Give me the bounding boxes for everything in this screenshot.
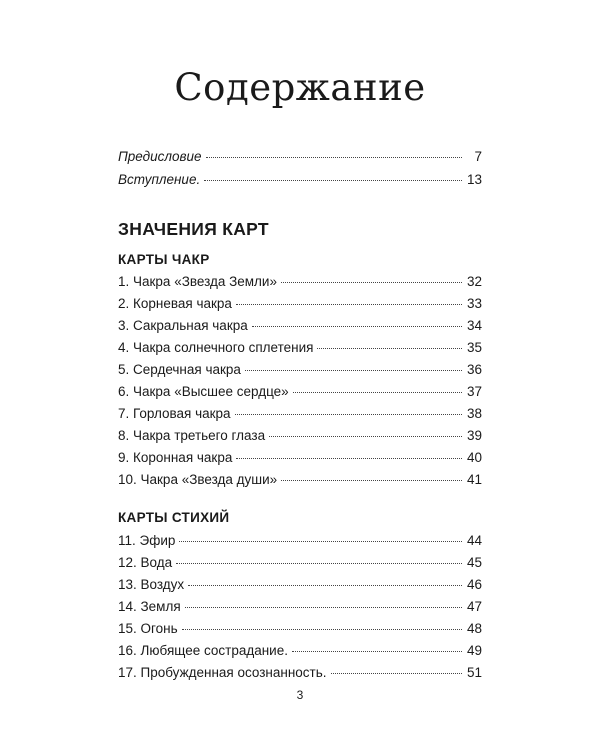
dot-leader <box>331 673 462 674</box>
dot-leader <box>206 157 462 158</box>
dot-leader <box>281 480 462 481</box>
toc-entry[interactable] <box>118 384 482 404</box>
dot-leader <box>281 282 462 283</box>
toc-entry-page: 44 <box>466 533 482 548</box>
dot-leader <box>235 414 462 415</box>
toc-entry-page: 41 <box>466 472 482 487</box>
toc-entry-label: 5. Сердечная чакра <box>118 362 241 377</box>
toc-entry-page: 47 <box>466 599 482 614</box>
toc-entry[interactable] <box>118 643 482 663</box>
toc-entry-label: 4. Чакра солнечного сплетения <box>118 340 314 355</box>
dot-leader <box>269 436 462 437</box>
toc-entry[interactable] <box>118 450 482 470</box>
toc-entry-page: 51 <box>466 665 482 680</box>
toc-entry-label: 11. Эфир <box>118 533 176 548</box>
toc-entry-label: 12. Вода <box>118 555 173 570</box>
toc-entry-label: 10. Чакра «Звезда души» <box>118 472 278 487</box>
toc-entry-page: 36 <box>466 362 482 377</box>
toc-entry-page: 13 <box>466 172 482 187</box>
toc-entry-page: 38 <box>466 406 482 421</box>
toc-entry-label: 13. Воздух <box>118 577 185 592</box>
toc-entry[interactable] <box>118 428 482 448</box>
toc-entry[interactable] <box>118 406 482 426</box>
toc-entry[interactable] <box>118 599 482 619</box>
group-heading-chakra-cards: КАРТЫ ЧАКР <box>118 252 210 267</box>
toc-entry-page: 33 <box>466 296 482 311</box>
toc-entry[interactable] <box>118 665 482 685</box>
toc-entry-label: 16. Любящее сострадание. <box>118 643 288 658</box>
toc-entry-page: 45 <box>466 555 482 570</box>
toc-entry-label: 9. Коронная чакра <box>118 450 233 465</box>
toc-entry-label: 7. Горловая чакра <box>118 406 231 421</box>
dot-leader <box>245 370 462 371</box>
toc-entry[interactable] <box>118 362 482 382</box>
toc-entry-page: 7 <box>474 149 482 164</box>
dot-leader <box>188 585 462 586</box>
dot-leader <box>204 180 462 181</box>
toc-entry-label: 6. Чакра «Высшее сердце» <box>118 384 289 399</box>
group-heading-element-cards: КАРТЫ СТИХИЙ <box>118 510 230 525</box>
toc-entry-label: 14. Земля <box>118 599 181 614</box>
toc-entry-preface[interactable] <box>118 149 482 169</box>
dot-leader <box>236 304 462 305</box>
toc-entry-label: Вступление. <box>118 172 201 187</box>
toc-entry[interactable] <box>118 577 482 597</box>
dot-leader <box>293 392 462 393</box>
toc-entry-page: 39 <box>466 428 482 443</box>
toc-entry[interactable] <box>118 533 482 553</box>
page-number: 3 <box>296 688 304 702</box>
toc-entry[interactable] <box>118 621 482 641</box>
toc-entry-label: 8. Чакра третьего глаза <box>118 428 266 443</box>
toc-entry[interactable] <box>118 340 482 360</box>
toc-entry-page: 37 <box>466 384 482 399</box>
toc-entry[interactable] <box>118 274 482 294</box>
toc-entry[interactable] <box>118 555 482 575</box>
toc-entry-page: 40 <box>466 450 482 465</box>
toc-entry-page: 34 <box>466 318 482 333</box>
toc-entry-page: 35 <box>466 340 482 355</box>
toc-entry-page: 48 <box>466 621 482 636</box>
toc-entry-introduction[interactable] <box>118 172 482 192</box>
section-heading-card-meanings: ЗНАЧЕНИЯ КАРТ <box>118 219 269 239</box>
dot-leader <box>317 348 462 349</box>
toc-entry-page: 32 <box>466 274 482 289</box>
toc-entry-page: 49 <box>466 643 482 658</box>
dot-leader <box>185 607 462 608</box>
dot-leader <box>292 651 462 652</box>
toc-entry[interactable] <box>118 318 482 338</box>
toc-entry-label: 17. Пробужденная осознанность. <box>118 665 327 680</box>
page-title: Содержание <box>174 66 426 109</box>
toc-entry-label: Предисловие <box>118 149 202 164</box>
toc-entry-label: 2. Корневая чакра <box>118 296 232 311</box>
toc-entry-label: 3. Сакральная чакра <box>118 318 248 333</box>
dot-leader <box>182 629 462 630</box>
toc-entry-label: 1. Чакра «Звезда Земли» <box>118 274 277 289</box>
dot-leader <box>236 458 462 459</box>
toc-entry-label: 15. Огонь <box>118 621 178 636</box>
dot-leader <box>252 326 462 327</box>
toc-entry-page: 46 <box>466 577 482 592</box>
toc-entry[interactable] <box>118 472 482 492</box>
dot-leader <box>176 563 462 564</box>
dot-leader <box>179 541 462 542</box>
toc-entry[interactable] <box>118 296 482 316</box>
